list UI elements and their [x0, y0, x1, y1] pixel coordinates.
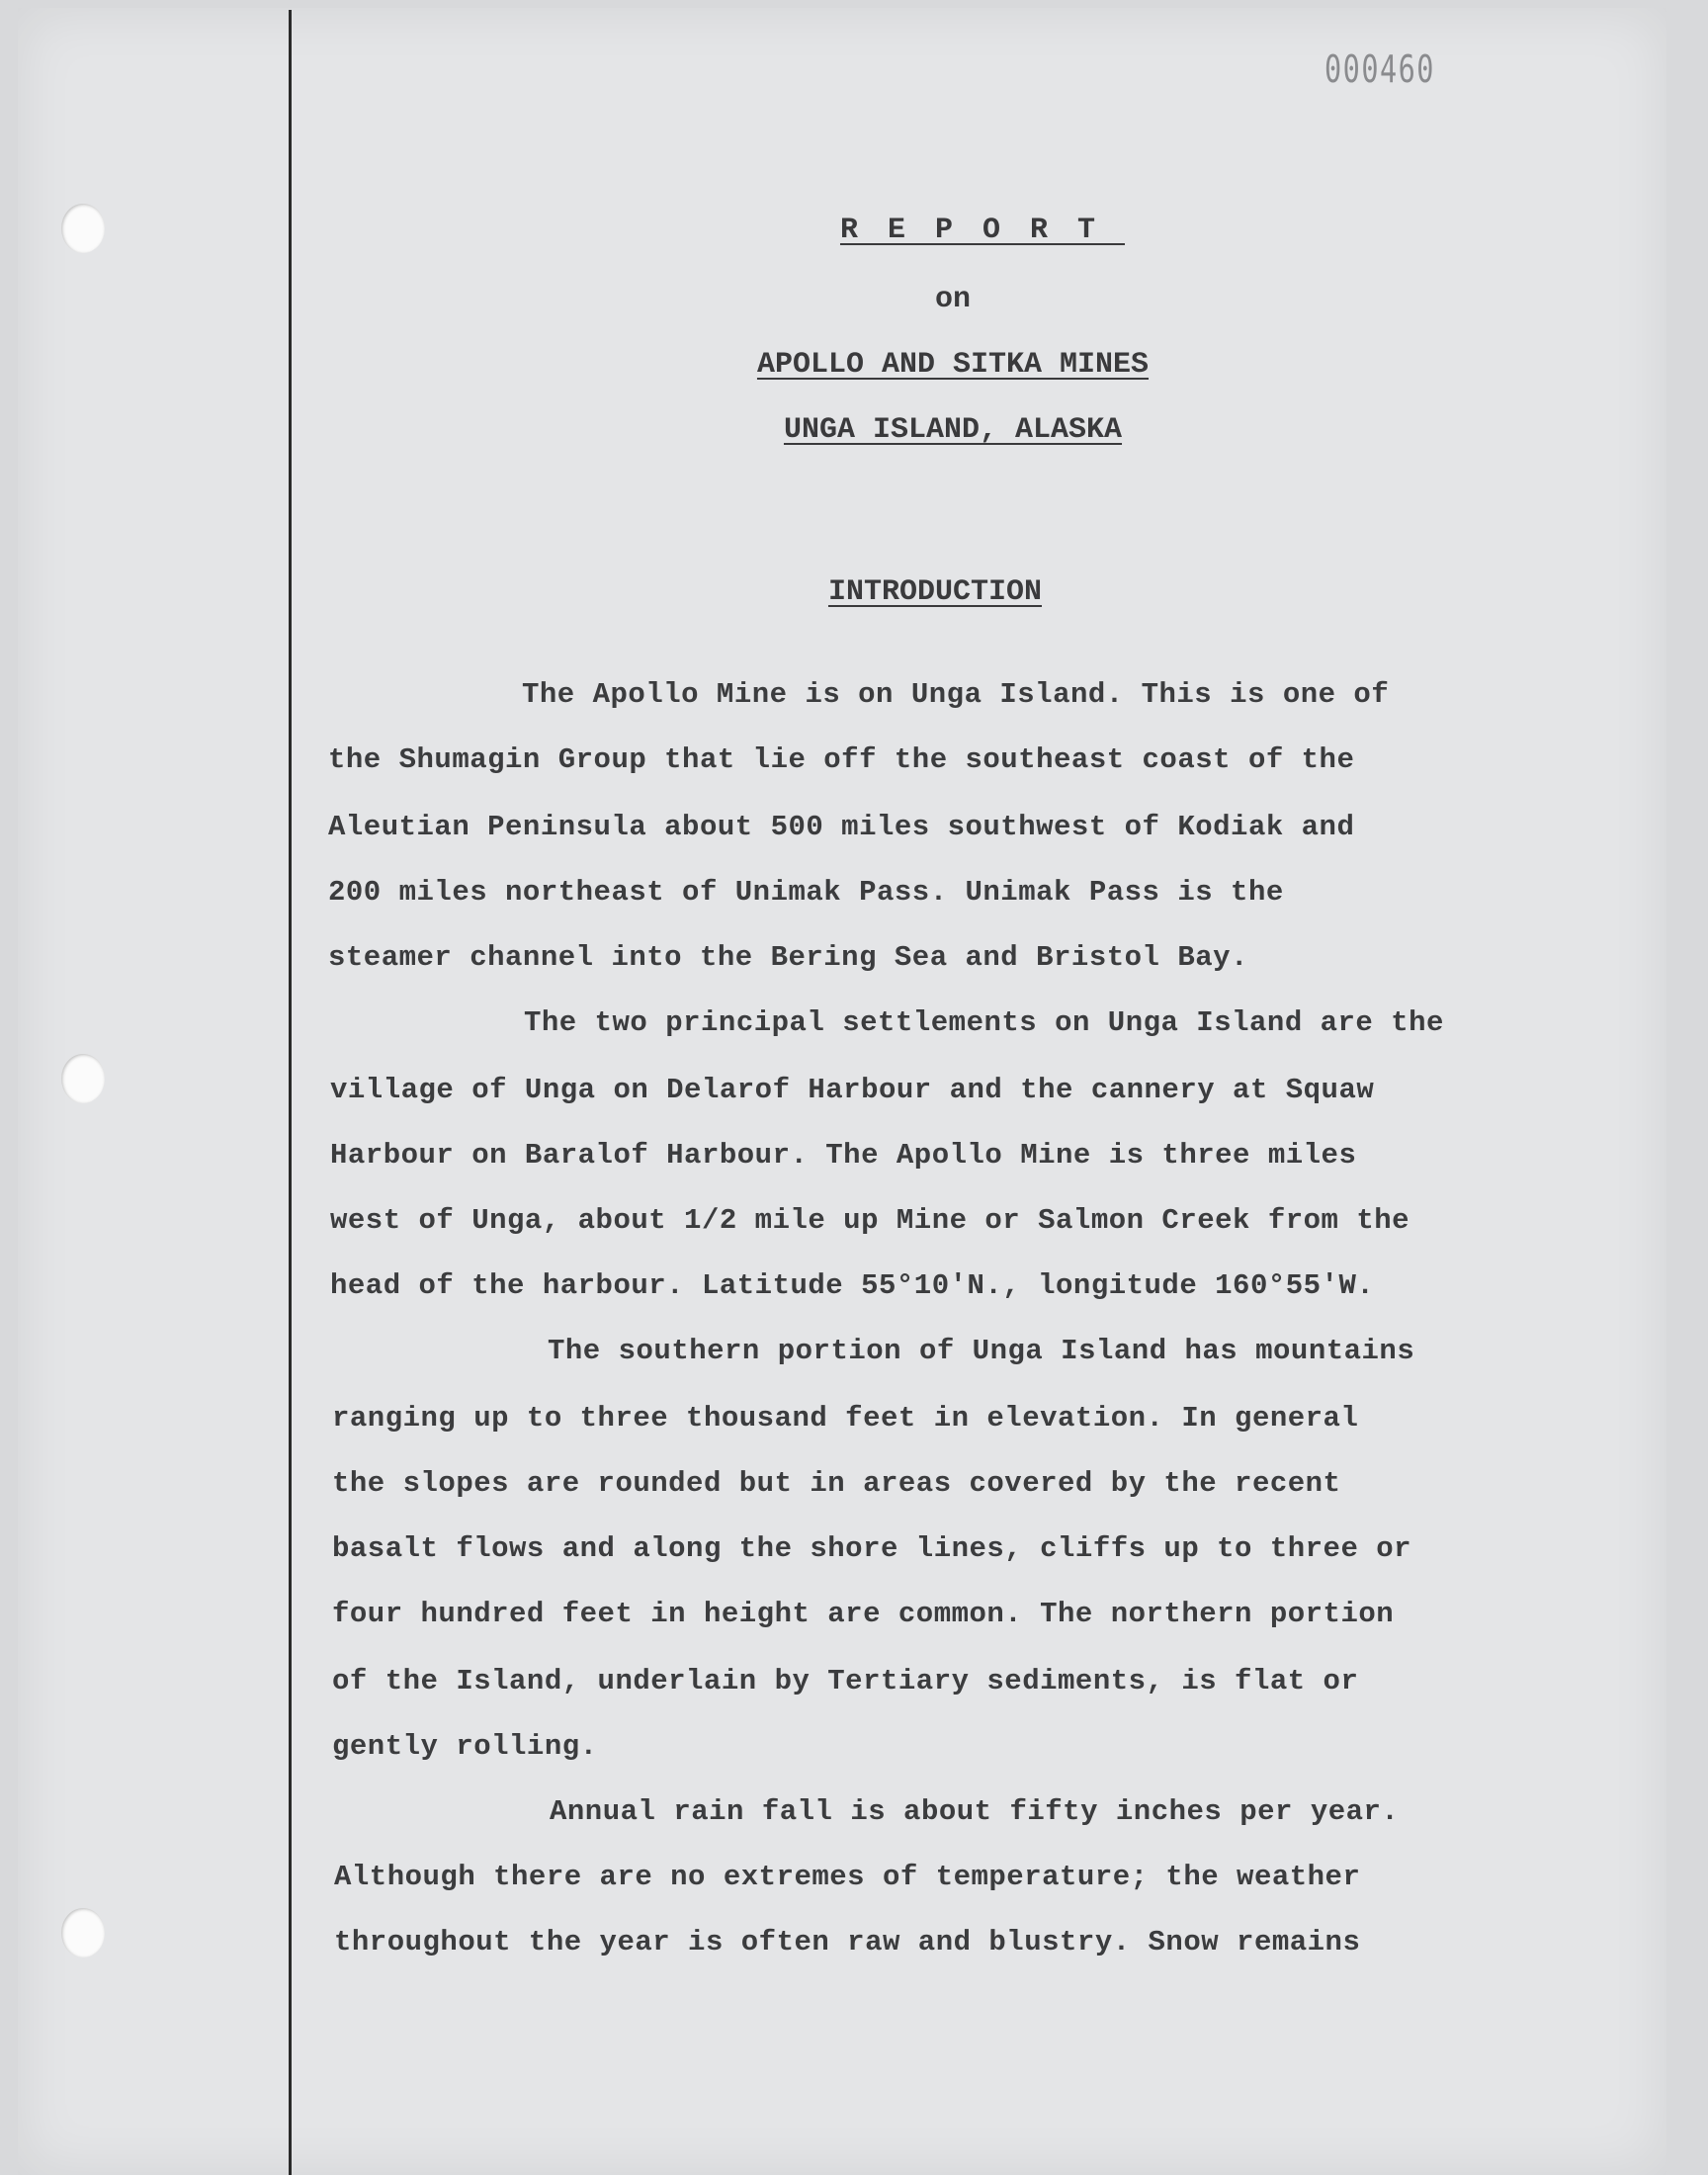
- punch-hole: [61, 1054, 105, 1103]
- section-heading-introduction: INTRODUCTION: [827, 575, 1043, 609]
- page-number-stamp: 000460: [1324, 47, 1435, 91]
- body-line: Harbour on Baralof Harbour. The Apollo Mine is three miles: [330, 1139, 1357, 1172]
- body-line: ranging up to three thousand feet in elevation. In general: [332, 1402, 1359, 1435]
- body-line: gently rolling.: [332, 1730, 598, 1763]
- body-line: steamer channel into the Bering Sea and Bristol Bay.: [328, 941, 1248, 974]
- punch-hole: [61, 1908, 105, 1958]
- report-subtitle-mines: APOLLO AND SITKA MINES: [756, 348, 1150, 382]
- body-line: village of Unga on Delarof Harbour and the cannery at Squaw: [330, 1074, 1375, 1106]
- body-line: head of the harbour. Latitude 55°10'N., longitude 160°55'W.: [330, 1269, 1375, 1302]
- body-line: 200 miles northeast of Unimak Pass. Unimak Pass is the: [328, 876, 1284, 909]
- body-line: The southern portion of Unga Island has mountains: [548, 1335, 1415, 1367]
- report-title-on: on: [934, 283, 971, 316]
- body-line: four hundred feet in height are common. The northern portion: [332, 1598, 1395, 1630]
- report-title: REPORT: [839, 214, 1126, 247]
- report-subtitle-location: UNGA ISLAND, ALASKA: [783, 413, 1123, 447]
- body-line: The Apollo Mine is on Unga Island. This is one of: [522, 678, 1390, 711]
- body-line: Aleutian Peninsula about 500 miles southwest of Kodiak and: [328, 811, 1355, 843]
- body-line: west of Unga, about 1/2 mile up Mine or Salmon Creek from the: [330, 1204, 1410, 1237]
- body-line: the slopes are rounded but in areas covered by the recent: [332, 1467, 1341, 1500]
- body-line: basalt flows and along the shore lines, cliffs up to three or: [332, 1532, 1412, 1565]
- body-line: Annual rain fall is about fifty inches per year.: [550, 1795, 1400, 1828]
- body-line: The two principal settlements on Unga Island are the: [524, 1006, 1444, 1039]
- body-line: the Shumagin Group that lie off the southeast coast of the: [328, 743, 1355, 776]
- body-line: of the Island, underlain by Tertiary sediments, is flat or: [332, 1665, 1359, 1697]
- binder-margin-rule: [289, 10, 292, 2175]
- body-line: throughout the year is often raw and blustry. Snow remains: [334, 1926, 1361, 1958]
- body-line: Although there are no extremes of temperature; the weather: [334, 1861, 1361, 1893]
